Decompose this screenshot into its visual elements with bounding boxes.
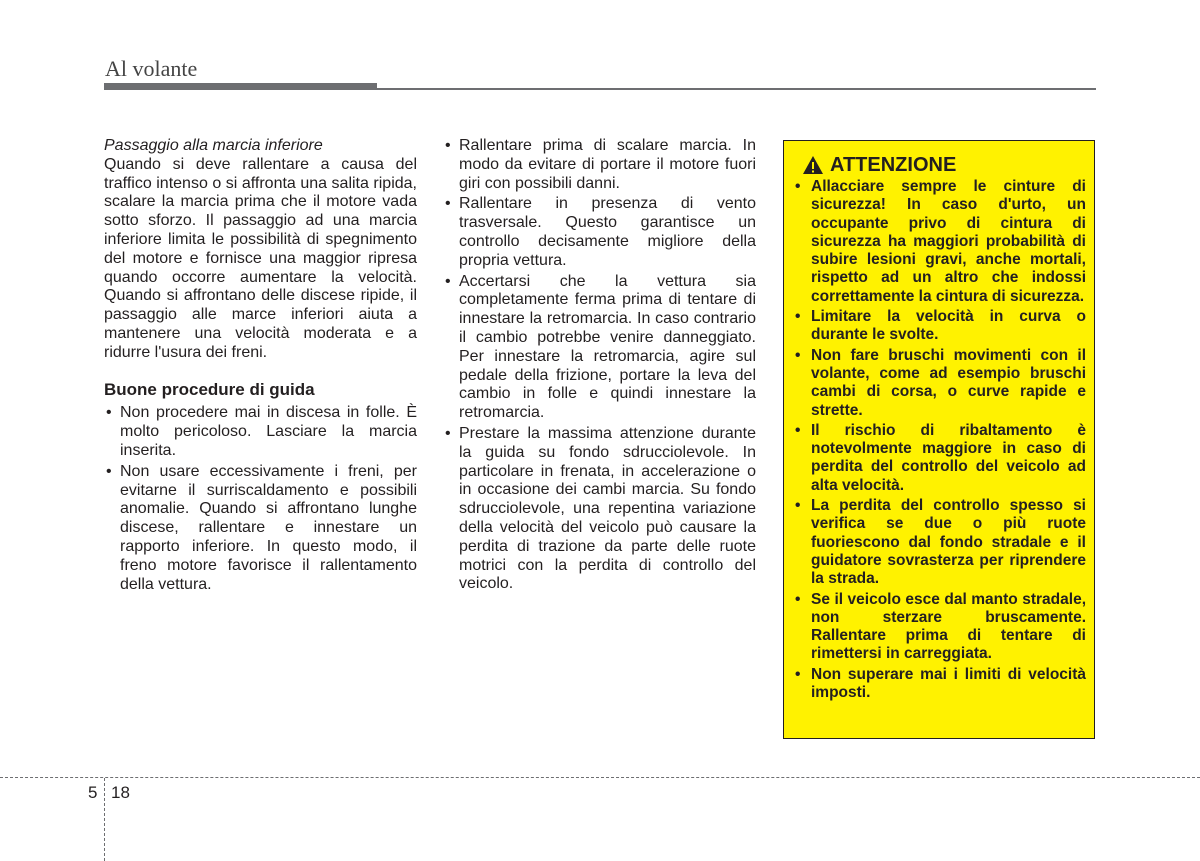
- list-item: • Limitare la velocità in curva o durante le svolte.: [795, 308, 1086, 344]
- bullet-icon: •: [795, 178, 801, 195]
- bullet-icon: •: [795, 308, 801, 326]
- bullet-icon: •: [795, 421, 801, 439]
- section-heading: Buone procedure di guida: [104, 379, 315, 399]
- warning-bullet-list: [792, 178, 1086, 702]
- list-item: • Se il veicolo esce dal manto stradale, non sterzare bruscamente. Rallentare prima di tentare di rimettersi in carreggiata.: [795, 590, 1086, 663]
- bullet-list-left: [104, 404, 417, 594]
- bullet-icon: •: [445, 137, 451, 154]
- bullet-icon: •: [795, 665, 801, 683]
- warning-title: ATTENZIONE: [830, 153, 957, 176]
- chapter-number: 5: [88, 783, 98, 802]
- warning-box: [783, 140, 1095, 739]
- warning-triangle-icon: [802, 155, 824, 175]
- bullet-icon: •: [795, 497, 801, 515]
- bullet-icon: •: [795, 590, 801, 608]
- bullet-icon: •: [445, 272, 451, 290]
- list-item: • Non fare bruschi movimenti con il volante, come ad esempio bruschi cambi di corsa, o curve rapide e strette.: [795, 346, 1086, 419]
- bullet-icon: •: [445, 195, 451, 213]
- column-left: [104, 137, 417, 596]
- bullet-icon: •: [106, 462, 112, 480]
- list-item: • Accertarsi che la vettura sia completamente ferma prima di tentare di innestare la retromarcia. In caso contrario il cambio potrebbe venire danneggiato. Per innestare la retromarcia, agire sul pedale della frizione, portare la leva del cambio in folle e quindi innestare la retromarcia.: [445, 272, 756, 422]
- list-item: • Allacciare sempre le cinture di sicurezza! In caso d'urto, un occupante privo di cintura di sicurezza ha maggiori probabilità di subire lesioni gravi, anche mortali, rispetto ad un altro che indossi correttamente la cintura di sicurezza.: [795, 178, 1086, 305]
- list-item: • Il rischio di ribaltamento è notevolmente maggiore in caso di perdita del controllo del veicolo ad alta velocità.: [795, 421, 1086, 494]
- bullet-icon: •: [106, 404, 112, 422]
- bullet-icon: •: [795, 346, 801, 364]
- page-header-title: Al volante: [105, 56, 198, 81]
- bullet-list-middle: [443, 137, 756, 594]
- footer-vertical-divider: [104, 778, 105, 861]
- footer-divider: [0, 777, 1200, 778]
- header-rule-thick: [104, 83, 377, 90]
- list-item: • Non usare eccessivamente i freni, per evitarne il surriscaldamento e possibili anomalie. Quando si affrontano lunghe discese, rallentare e innestare un rapporto inferiore. In questo modo, il freno motore favorisce il rallentamento della vettura.: [106, 462, 417, 593]
- list-item: • Rallentare prima di scalare marcia. In modo da evitare di portare il motore fuori giri con possibili danni.: [445, 137, 756, 192]
- warning-header: [802, 155, 1086, 175]
- body-paragraph: Quando si deve rallentare a causa del traffico intenso o si affronta una salita ripida, scalare la marcia prima che il motore vada sotto sforzo. Il passaggio ad una marcia inferiore limita le possibilità di spegnimento del motore e fornisce una maggior ripresa quando occorre aumentare la velocità. Quando si affrontano delle discese ripide, il passaggio alle marce inferiori aiuta a mantenere una velocità moderata e a ridurre l'usura dei freni.: [104, 155, 417, 361]
- column-middle: [443, 137, 756, 596]
- list-item: • Non superare mai i limiti di velocità imposti.: [795, 665, 1086, 702]
- header-rule-thin: [377, 88, 1096, 90]
- page-number: 18: [111, 783, 130, 802]
- bullet-icon: •: [445, 424, 451, 442]
- list-item: • Prestare la massima attenzione durante la guida su fondo sdrucciolevole. In particolare in frenata, in accelerazione o in occasione dei cambi marcia. Su fondo sdrucciolevole, una repentina variazione della velocità del veicolo può causare la perdita di trazione da parte delle ruote motrici con la perdita di controllo del veicolo.: [445, 424, 756, 593]
- list-item: • La perdita del controllo spesso si verifica se due o più ruote fuoriescono dal fondo stradale e il guidatore sovrasterza per riprendere la strada.: [795, 497, 1086, 588]
- list-item: • Rallentare in presenza di vento trasversale. Questo garantisce un controllo decisamente migliore della propria vettura.: [445, 195, 756, 269]
- list-item: • Non procedere mai in discesa in folle. È molto pericoloso. Lasciare la marcia inserita.: [106, 404, 417, 459]
- section-subtitle: Passaggio alla marcia inferiore: [104, 137, 323, 154]
